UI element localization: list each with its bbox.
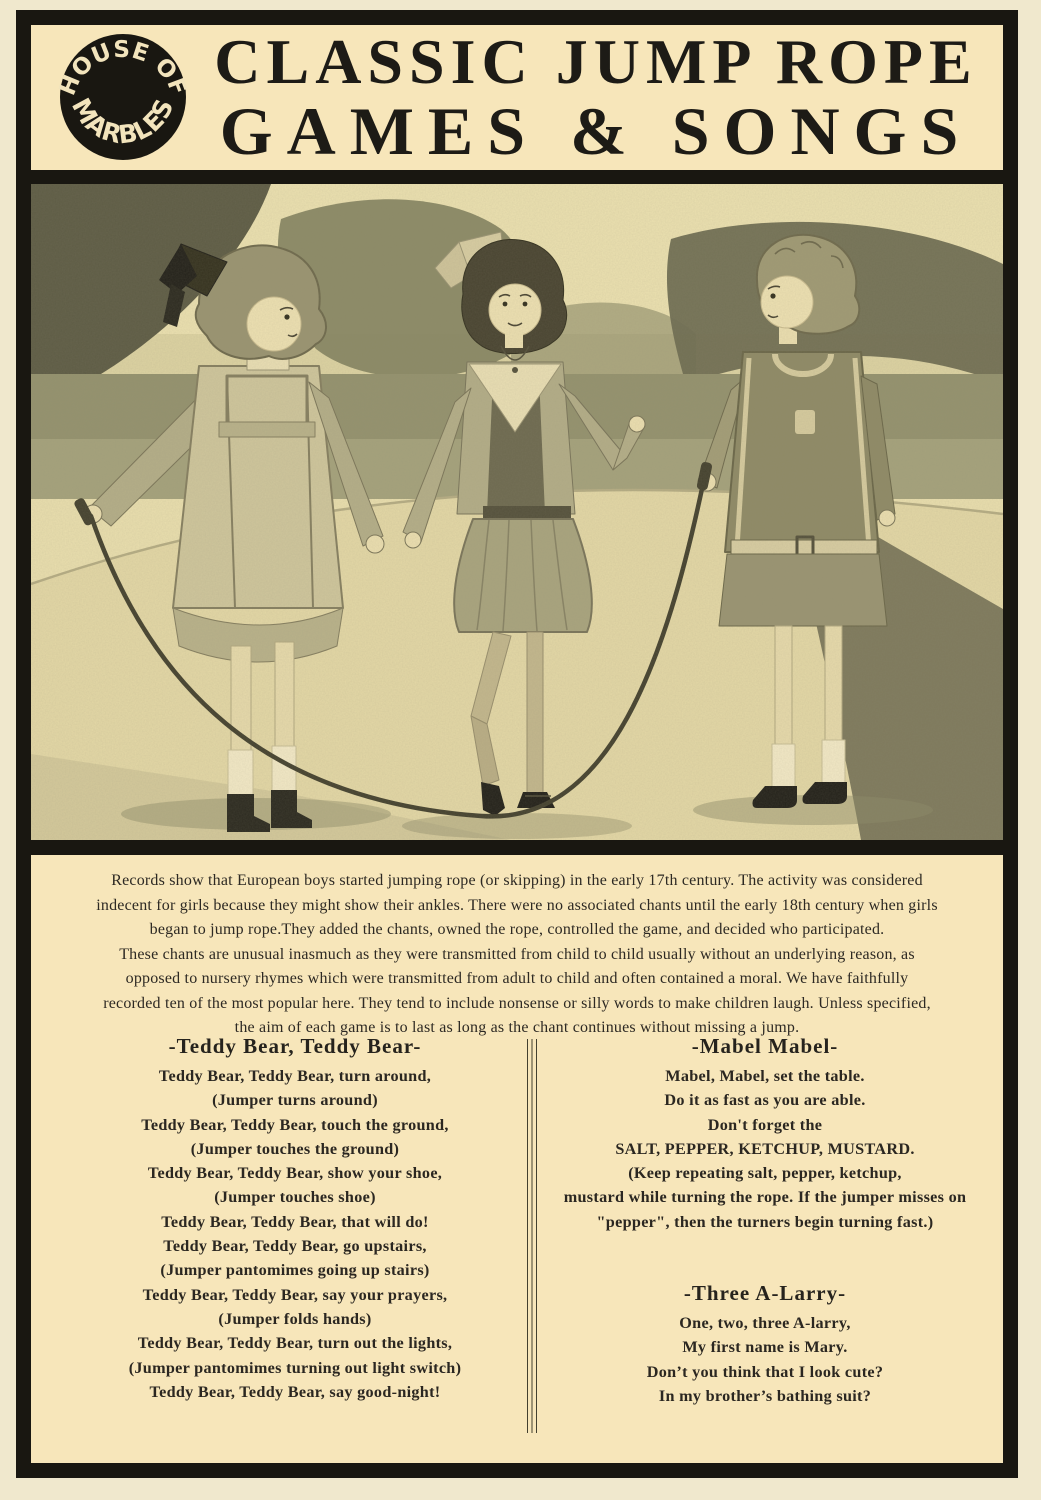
chant-section-three-a-larry <box>545 1280 985 1408</box>
chant-lines <box>545 1064 985 1234</box>
title-line-1: CLASSIC JUMP ROPE <box>214 26 978 97</box>
chant-line: Mabel, Mabel, set the table. <box>665 1067 865 1085</box>
intro-line: recorded ten of the most popular here. They tend to include nonsense or silly words to make children laugh. Unless specified, <box>103 994 931 1012</box>
poster-title <box>189 21 1003 171</box>
column-divider <box>527 1039 537 1433</box>
header-divider-bar <box>31 170 1003 184</box>
chant-title: -Mabel Mabel- <box>691 1034 839 1058</box>
chant-section-mabel-mabel <box>545 1033 985 1234</box>
chant-section-teddy-bear <box>75 1033 515 1404</box>
house-of-marbles-logo <box>55 29 191 165</box>
chant-line: (Keep repeating salt, pepper, ketchup, <box>628 1164 902 1183</box>
chant-line: Teddy Bear, Teddy Bear, go upstairs, <box>163 1237 427 1256</box>
column-left <box>75 1033 515 1404</box>
chant-line: Do it as fast as you are able. <box>664 1091 866 1110</box>
chant-title: -Teddy Bear, Teddy Bear- <box>168 1034 422 1058</box>
chant-line: Teddy Bear, Teddy Bear, say good-night! <box>149 1382 441 1401</box>
poster-frame <box>16 10 1018 1478</box>
intro-line: indecent for girls because they might show their ankles. There were no associated chants until the early 18th century when girls <box>96 896 938 914</box>
chant-title: -Three A-Larry- <box>683 1281 847 1306</box>
chant-line: SALT, PEPPER, KETCHUP, MUSTARD. <box>615 1139 915 1158</box>
print-grain-texture <box>31 184 1003 840</box>
chant-line: Don’t you think that I look cute? <box>646 1362 884 1381</box>
chant-line: (Jumper touches shoe) <box>214 1188 376 1207</box>
title-line-2: GAMES & SONGS <box>219 93 973 169</box>
chant-line: (Jumper pantomimes going up stairs) <box>160 1261 430 1280</box>
vintage-illustration <box>31 184 1003 840</box>
intro-line: began to jump rope.They added the chants, owned the rope, controlled the game, and decided who participated. <box>149 921 885 938</box>
intro-line: opposed to nursery rhymes which were transmitted from adult to child and often contained a moral. We have faithfully <box>125 970 909 987</box>
chant-lines <box>545 1311 985 1408</box>
chant-lines <box>75 1064 515 1404</box>
chant-line: Don't forget the <box>707 1115 823 1134</box>
logo-text-top: HOUSE OF <box>55 36 191 100</box>
chant-line: Teddy Bear, Teddy Bear, turn around, <box>158 1067 432 1085</box>
intro-line: the aim of each game is to last as long as the chant continues without missing a jump. <box>234 1019 800 1036</box>
chant-line: (Jumper pantomimes turning out light switch) <box>128 1358 462 1377</box>
column-right <box>545 1033 985 1408</box>
chant-line: In my brother’s bathing suit? <box>658 1386 872 1405</box>
chant-line: (Jumper folds hands) <box>218 1309 372 1328</box>
chant-line: "pepper", then the turners begin turning fast.) <box>596 1212 934 1231</box>
chant-line: Teddy Bear, Teddy Bear, turn out the lights, <box>137 1334 453 1353</box>
illustration-divider-bar <box>31 840 1003 855</box>
chant-line: (Jumper touches the ground) <box>190 1139 400 1158</box>
chant-line: One, two, three A-larry, <box>679 1314 851 1333</box>
chant-line: My first name is Mary. <box>682 1338 848 1357</box>
intro-paragraph <box>31 855 1003 1041</box>
text-area <box>31 855 1003 1041</box>
chant-line: Teddy Bear, Teddy Bear, touch the ground, <box>141 1115 449 1134</box>
header <box>31 25 1003 170</box>
intro-line: These chants are unusual inasmuch as they were transmitted from child to child usually without an underlying reason, as <box>119 945 915 963</box>
intro-line: Records show that European boys started jumping rope (or skipping) in the early 17th century. The activity was considered <box>111 872 923 889</box>
illustration-panel <box>31 184 1003 840</box>
chant-line: (Jumper turns around) <box>212 1091 378 1110</box>
logo-text-bottom: MARBLES <box>65 93 180 150</box>
chant-line: Teddy Bear, Teddy Bear, say your prayers, <box>142 1285 448 1304</box>
logo-icon <box>55 29 191 165</box>
poster <box>31 25 1003 1463</box>
chant-line: Teddy Bear, Teddy Bear, that will do! <box>161 1212 429 1231</box>
chant-line: mustard while turning the rope. If the jumper misses on <box>563 1188 967 1207</box>
chant-line: Teddy Bear, Teddy Bear, show your shoe, <box>147 1164 443 1183</box>
